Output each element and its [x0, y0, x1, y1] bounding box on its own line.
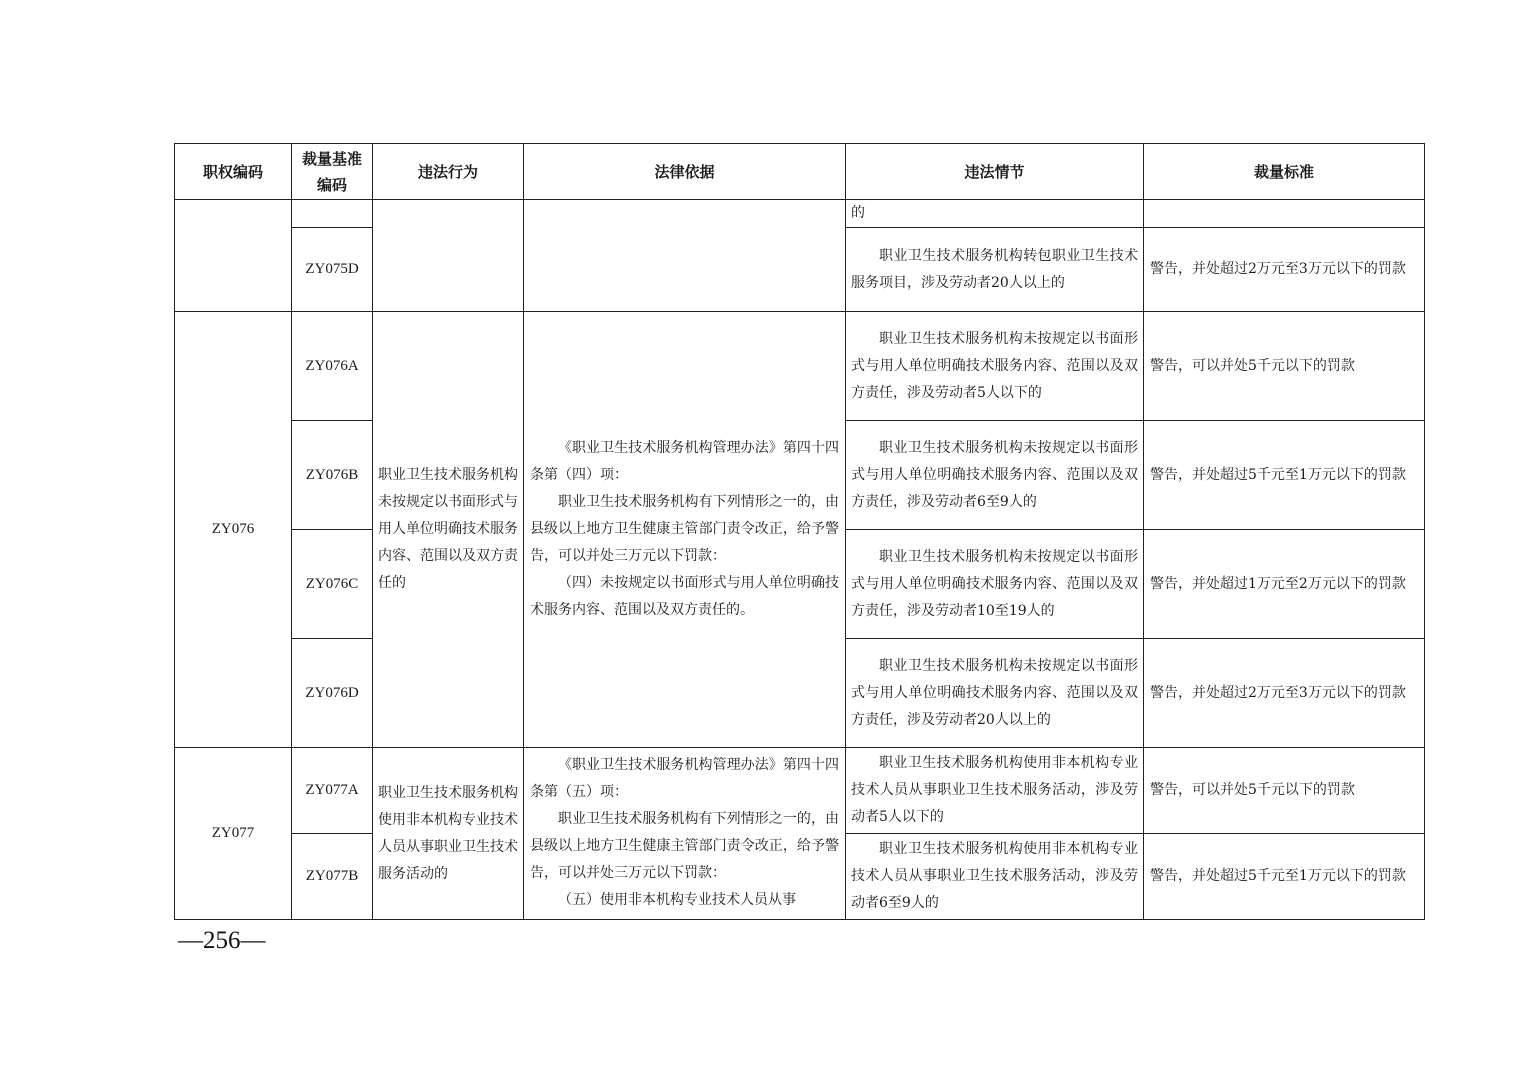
- header-benchmark-code: 裁量基准编码: [292, 144, 373, 200]
- circumstance-cell: 职业卫生技术服务机构使用非本机构专业技术人员从事职业卫生技术服务活动，涉及劳动者6至9人的: [846, 834, 1144, 920]
- benchmark-code-cell: ZY075D: [292, 228, 373, 312]
- standard-cell: 警告，可以并处5千元以下的罚款: [1144, 312, 1425, 421]
- benchmark-code-cell: [292, 200, 373, 228]
- circumstance-cell: 职业卫生技术服务机构转包职业卫生技术服务项目，涉及劳动者20人以上的: [846, 228, 1144, 312]
- header-standard: 裁量标准: [1144, 144, 1425, 200]
- legal-basis-line: 职业卫生技术服务机构有下列情形之一的，由县级以上地方卫生健康主管部门责令改正，给予警告，可以并处三万元以下罚款：: [530, 494, 839, 564]
- circumstance-cell: 职业卫生技术服务机构未按规定以书面形式与用人单位明确技术服务内容、范围以及双方责任，涉及劳动者20人以上的: [846, 639, 1144, 748]
- standard-cell: 警告，并处超过1万元至2万元以下的罚款: [1144, 530, 1425, 639]
- violation-cell: [373, 200, 524, 312]
- header-circumstance: 违法情节: [846, 144, 1144, 200]
- violation-cell: 职业卫生技术服务机构使用非本机构专业技术人员从事职业卫生技术服务活动的: [373, 748, 524, 920]
- violation-cell: 职业卫生技术服务机构未按规定以书面形式与用人单位明确技术服务内容、范围以及双方责任的: [373, 312, 524, 748]
- standard-cell: 警告，并处超过2万元至3万元以下的罚款: [1144, 228, 1425, 312]
- standard-cell: 警告，并处超过5千元至1万元以下的罚款: [1144, 834, 1425, 920]
- legal-basis-line: 《职业卫生技术服务机构管理办法》第四十四条第（五）项：: [530, 757, 839, 800]
- legal-basis-cell: [524, 312, 846, 748]
- legal-basis-cell: [524, 200, 846, 312]
- document-page: [174, 143, 1424, 920]
- legal-basis-cell: [524, 748, 846, 920]
- circumstance-cell: 职业卫生技术服务机构未按规定以书面形式与用人单位明确技术服务内容、范围以及双方责任，涉及劳动者10至19人的: [846, 530, 1144, 639]
- table-row: [175, 748, 1425, 834]
- circumstance-cell: 职业卫生技术服务机构未按规定以书面形式与用人单位明确技术服务内容、范围以及双方责任，涉及劳动者6至9人的: [846, 421, 1144, 530]
- benchmark-code-cell: ZY076C: [292, 530, 373, 639]
- table-header-row: [175, 144, 1425, 200]
- page-number: —256—: [178, 927, 266, 954]
- standard-cell: 警告，并处超过2万元至3万元以下的罚款: [1144, 639, 1425, 748]
- legal-basis-line: 职业卫生技术服务机构有下列情形之一的，由县级以上地方卫生健康主管部门责令改正，给予警告，可以并处三万元以下罚款：: [530, 811, 839, 881]
- table-row: [175, 312, 1425, 421]
- standard-cell: [1144, 200, 1425, 228]
- authority-code-cell: ZY076: [175, 312, 292, 748]
- circumstance-cell: 职业卫生技术服务机构未按规定以书面形式与用人单位明确技术服务内容、范围以及双方责任，涉及劳动者5人以下的: [846, 312, 1144, 421]
- standard-cell: 警告，并处超过5千元至1万元以下的罚款: [1144, 421, 1425, 530]
- penalty-discretion-table: [174, 143, 1425, 920]
- benchmark-code-cell: ZY076B: [292, 421, 373, 530]
- table-row: [175, 200, 1425, 228]
- benchmark-code-cell: ZY076A: [292, 312, 373, 421]
- header-violation: 违法行为: [373, 144, 524, 200]
- authority-code-cell: [175, 200, 292, 312]
- legal-basis-line: 《职业卫生技术服务机构管理办法》第四十四条第（四）项：: [530, 440, 839, 483]
- legal-basis-line: （五）使用非本机构专业技术人员从事: [558, 892, 796, 908]
- benchmark-code-cell: ZY076D: [292, 639, 373, 748]
- circumstance-cell: 的: [846, 200, 1144, 228]
- benchmark-code-cell: ZY077A: [292, 748, 373, 834]
- benchmark-code-cell: ZY077B: [292, 834, 373, 920]
- authority-code-cell: ZY077: [175, 748, 292, 920]
- circumstance-cell: 职业卫生技术服务机构使用非本机构专业技术人员从事职业卫生技术服务活动，涉及劳动者5人以下的: [846, 748, 1144, 834]
- standard-cell: 警告，可以并处5千元以下的罚款: [1144, 748, 1425, 834]
- header-legal-basis: 法律依据: [524, 144, 846, 200]
- header-authority-code: 职权编码: [175, 144, 292, 200]
- legal-basis-line: （四）未按规定以书面形式与用人单位明确技术服务内容、范围以及双方责任的。: [530, 575, 839, 618]
